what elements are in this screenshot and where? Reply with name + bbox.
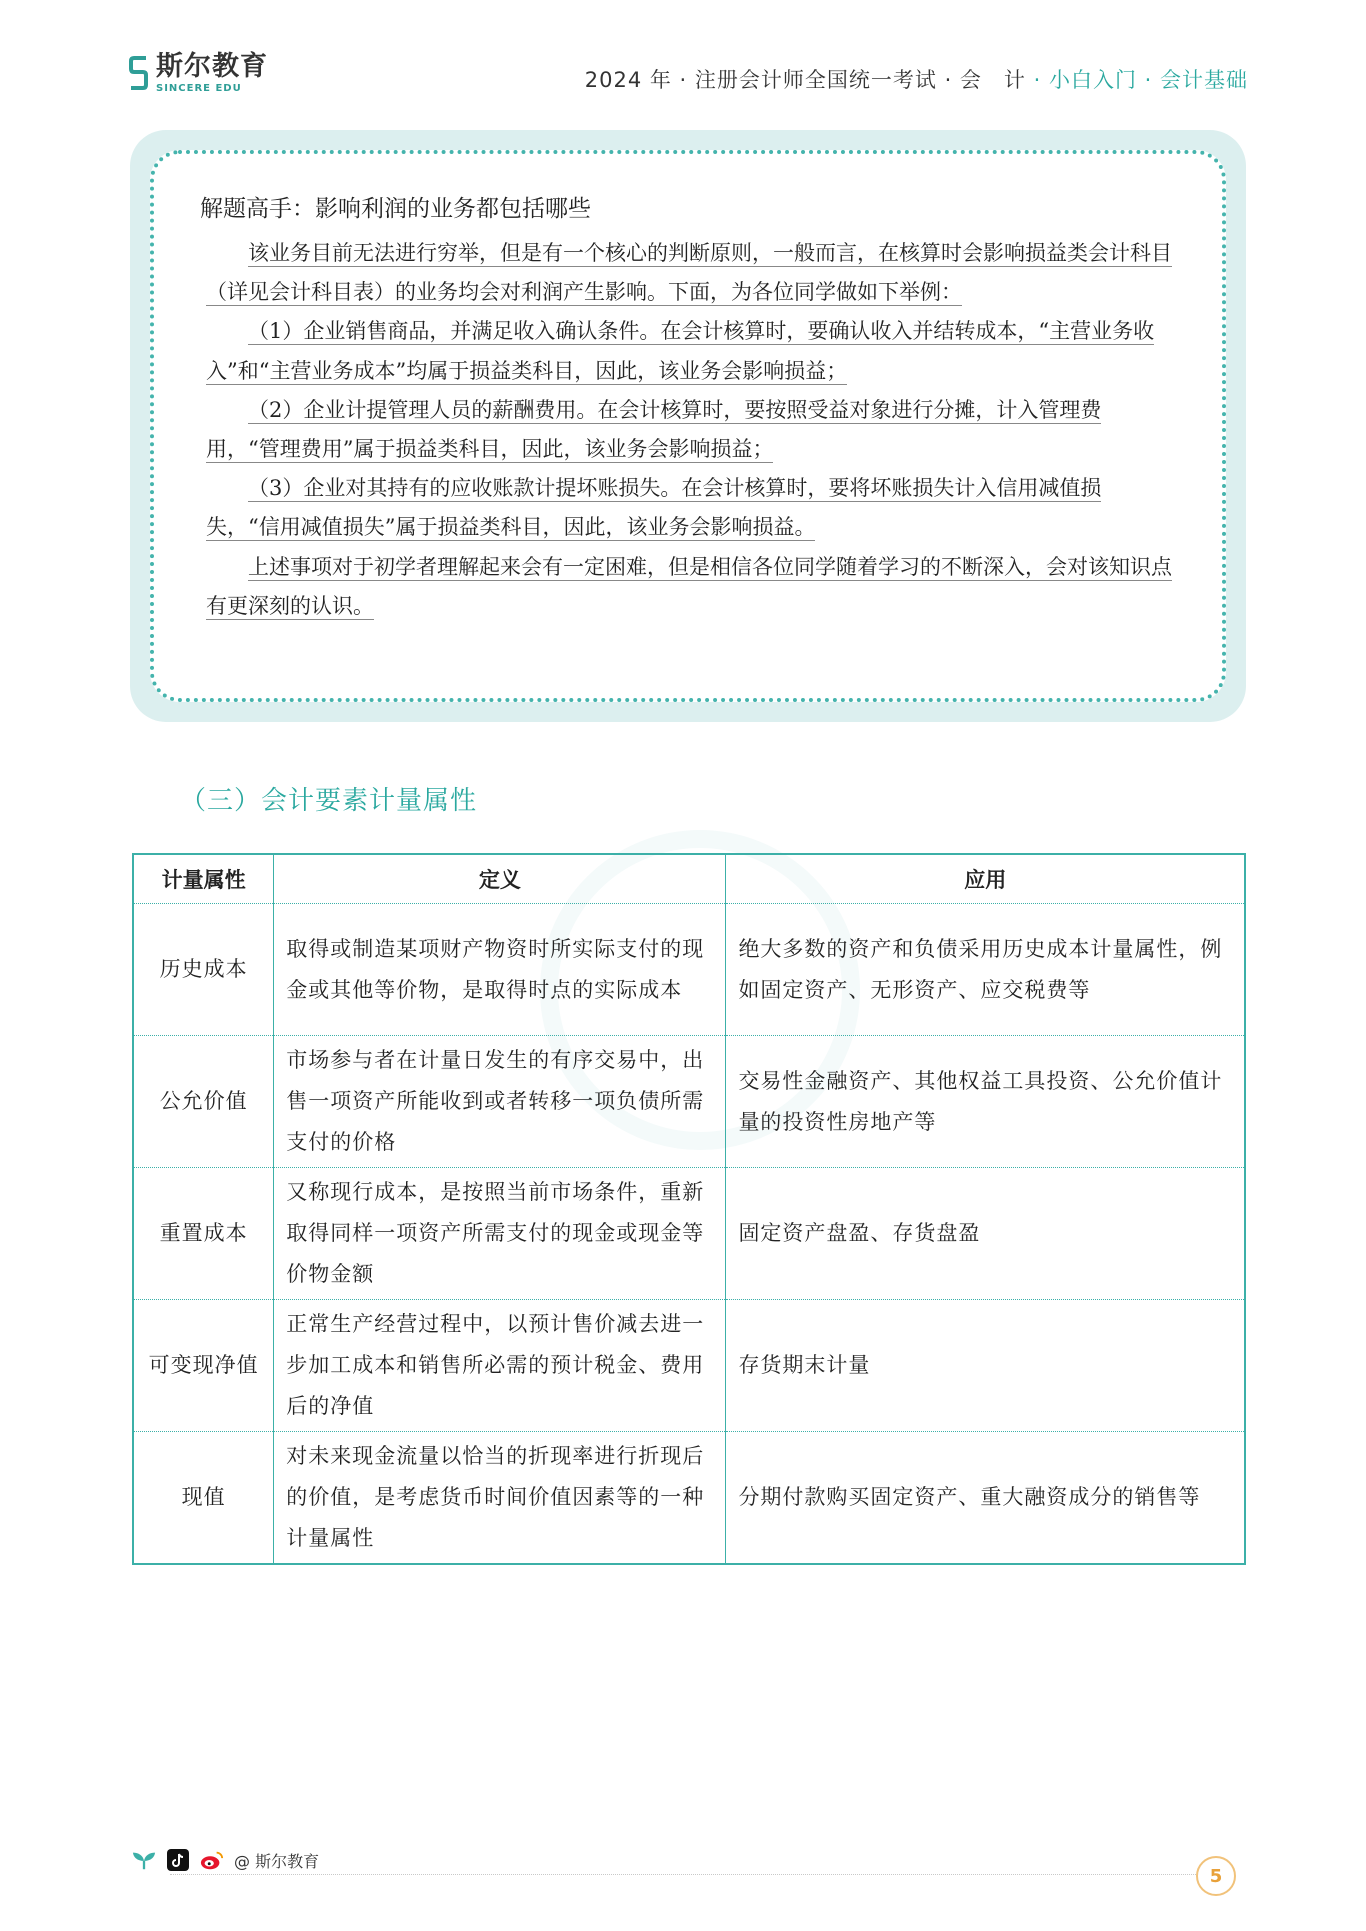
column-header: 计量属性: [133, 854, 274, 904]
douyin-icon[interactable]: [166, 1848, 190, 1872]
attribute-cell: 历史成本: [133, 904, 274, 1036]
table-row: [133, 1300, 1245, 1432]
definition-cell: 市场参与者在计量日发生的有序交易中，出售一项资产所能收到或者转移一项负债所需支付的价格: [274, 1036, 726, 1168]
application-cell: 固定资产盘盈、存货盘盈: [726, 1168, 1245, 1300]
column-header: 应用: [726, 854, 1245, 904]
course-title: · 小白入门 · 会计基础: [1025, 68, 1248, 92]
definition-cell: 正常生产经营过程中，以预计售价减去进一步加工成本和销售所必需的预计税金、费用后的净值: [274, 1300, 726, 1432]
tip-paragraph: （1）企业销售商品，并满足收入确认条件。在会计核算时，要确认收入并结转成本，“主营业务收入”和“主营业务成本”均属于损益类科目，因此，该业务会影响损益；: [206, 319, 1155, 383]
attribute-cell: 现值: [133, 1432, 274, 1565]
footer: [132, 1846, 319, 1874]
table-row: [133, 904, 1245, 1036]
measurement-attributes-table: [132, 853, 1246, 1565]
page-number: 5: [1196, 1856, 1236, 1896]
page-header-title: [585, 64, 1248, 94]
definition-cell: 取得或制造某项财产物资时所实际支付的现金或其他等价物，是取得时点的实际成本: [274, 904, 726, 1036]
logo-name: 斯尔教育: [156, 50, 268, 82]
tip-title: 解题高手：影响利润的业务都包括哪些: [200, 196, 591, 222]
logo-tagline: SINCERE EDU: [156, 82, 242, 94]
table-row: [133, 1168, 1245, 1300]
definition-cell: 又称现行成本，是按照当前市场条件，重新取得同样一项资产所需支付的现金或现金等价物金额: [274, 1168, 726, 1300]
tip-paragraph: （3）企业对其持有的应收账款计提坏账损失。在会计核算时，要将坏账损失计入信用减值损失，“信用减值损失”属于损益类科目，因此，该业务会影响损益。: [206, 476, 1102, 540]
tip-paragraph: （2）企业计提管理人员的薪酬费用。在会计核算时，要按照受益对象进行分摊，计入管理费用，“管理费用”属于损益类科目，因此，该业务会影响损益；: [206, 397, 1102, 462]
logo-mark-icon: [128, 54, 150, 92]
tip-paragraph: 该业务目前无法进行穷举，但是有一个核心的判断原则，一般而言，在核算时会影响损益类会计科目（详见会计科目表）的业务均会对利润产生影响。下面，为各位同学做如下举例：: [206, 241, 1172, 305]
exam-title: 2024 年 · 注册会计师全国统一考试 · 会 计: [584, 68, 1026, 92]
application-cell: 分期付款购买固定资产、重大融资成分的销售等: [726, 1432, 1245, 1565]
tip-body: [206, 234, 1172, 626]
application-cell: 交易性金融资产、其他权益工具投资、公允价值计量的投资性房地产等: [726, 1036, 1245, 1168]
column-header: 定义: [274, 854, 726, 904]
weibo-icon[interactable]: [200, 1848, 224, 1872]
application-cell: 绝大多数的资产和负债采用历史成本计量属性，例如固定资产、无形资产、应交税费等: [726, 904, 1245, 1036]
table-row: [133, 1036, 1245, 1168]
attribute-cell: 公允价值: [133, 1036, 274, 1168]
attribute-cell: 重置成本: [133, 1168, 274, 1300]
attribute-cell: 可变现净值: [133, 1300, 274, 1432]
definition-cell: 对未来现金流量以恰当的折现率进行折现后的价值，是考虑货币时间价值因素等的一种计量属性: [274, 1432, 726, 1565]
application-cell: 存货期末计量: [726, 1300, 1245, 1432]
tip-paragraph: 上述事项对于初学者理解起来会有一定困难，但是相信各位同学随着学习的不断深入，会对该知识点有更深刻的认识。: [206, 554, 1172, 618]
logo: [128, 52, 268, 94]
table-row: [133, 1432, 1245, 1565]
table-header-row: [133, 854, 1245, 904]
sprout-icon: [132, 1848, 156, 1872]
footer-divider: [170, 1874, 1200, 1875]
section-title: （三）会计要素计量属性: [180, 786, 478, 816]
social-handle: @ 斯尔教育: [234, 1851, 320, 1871]
